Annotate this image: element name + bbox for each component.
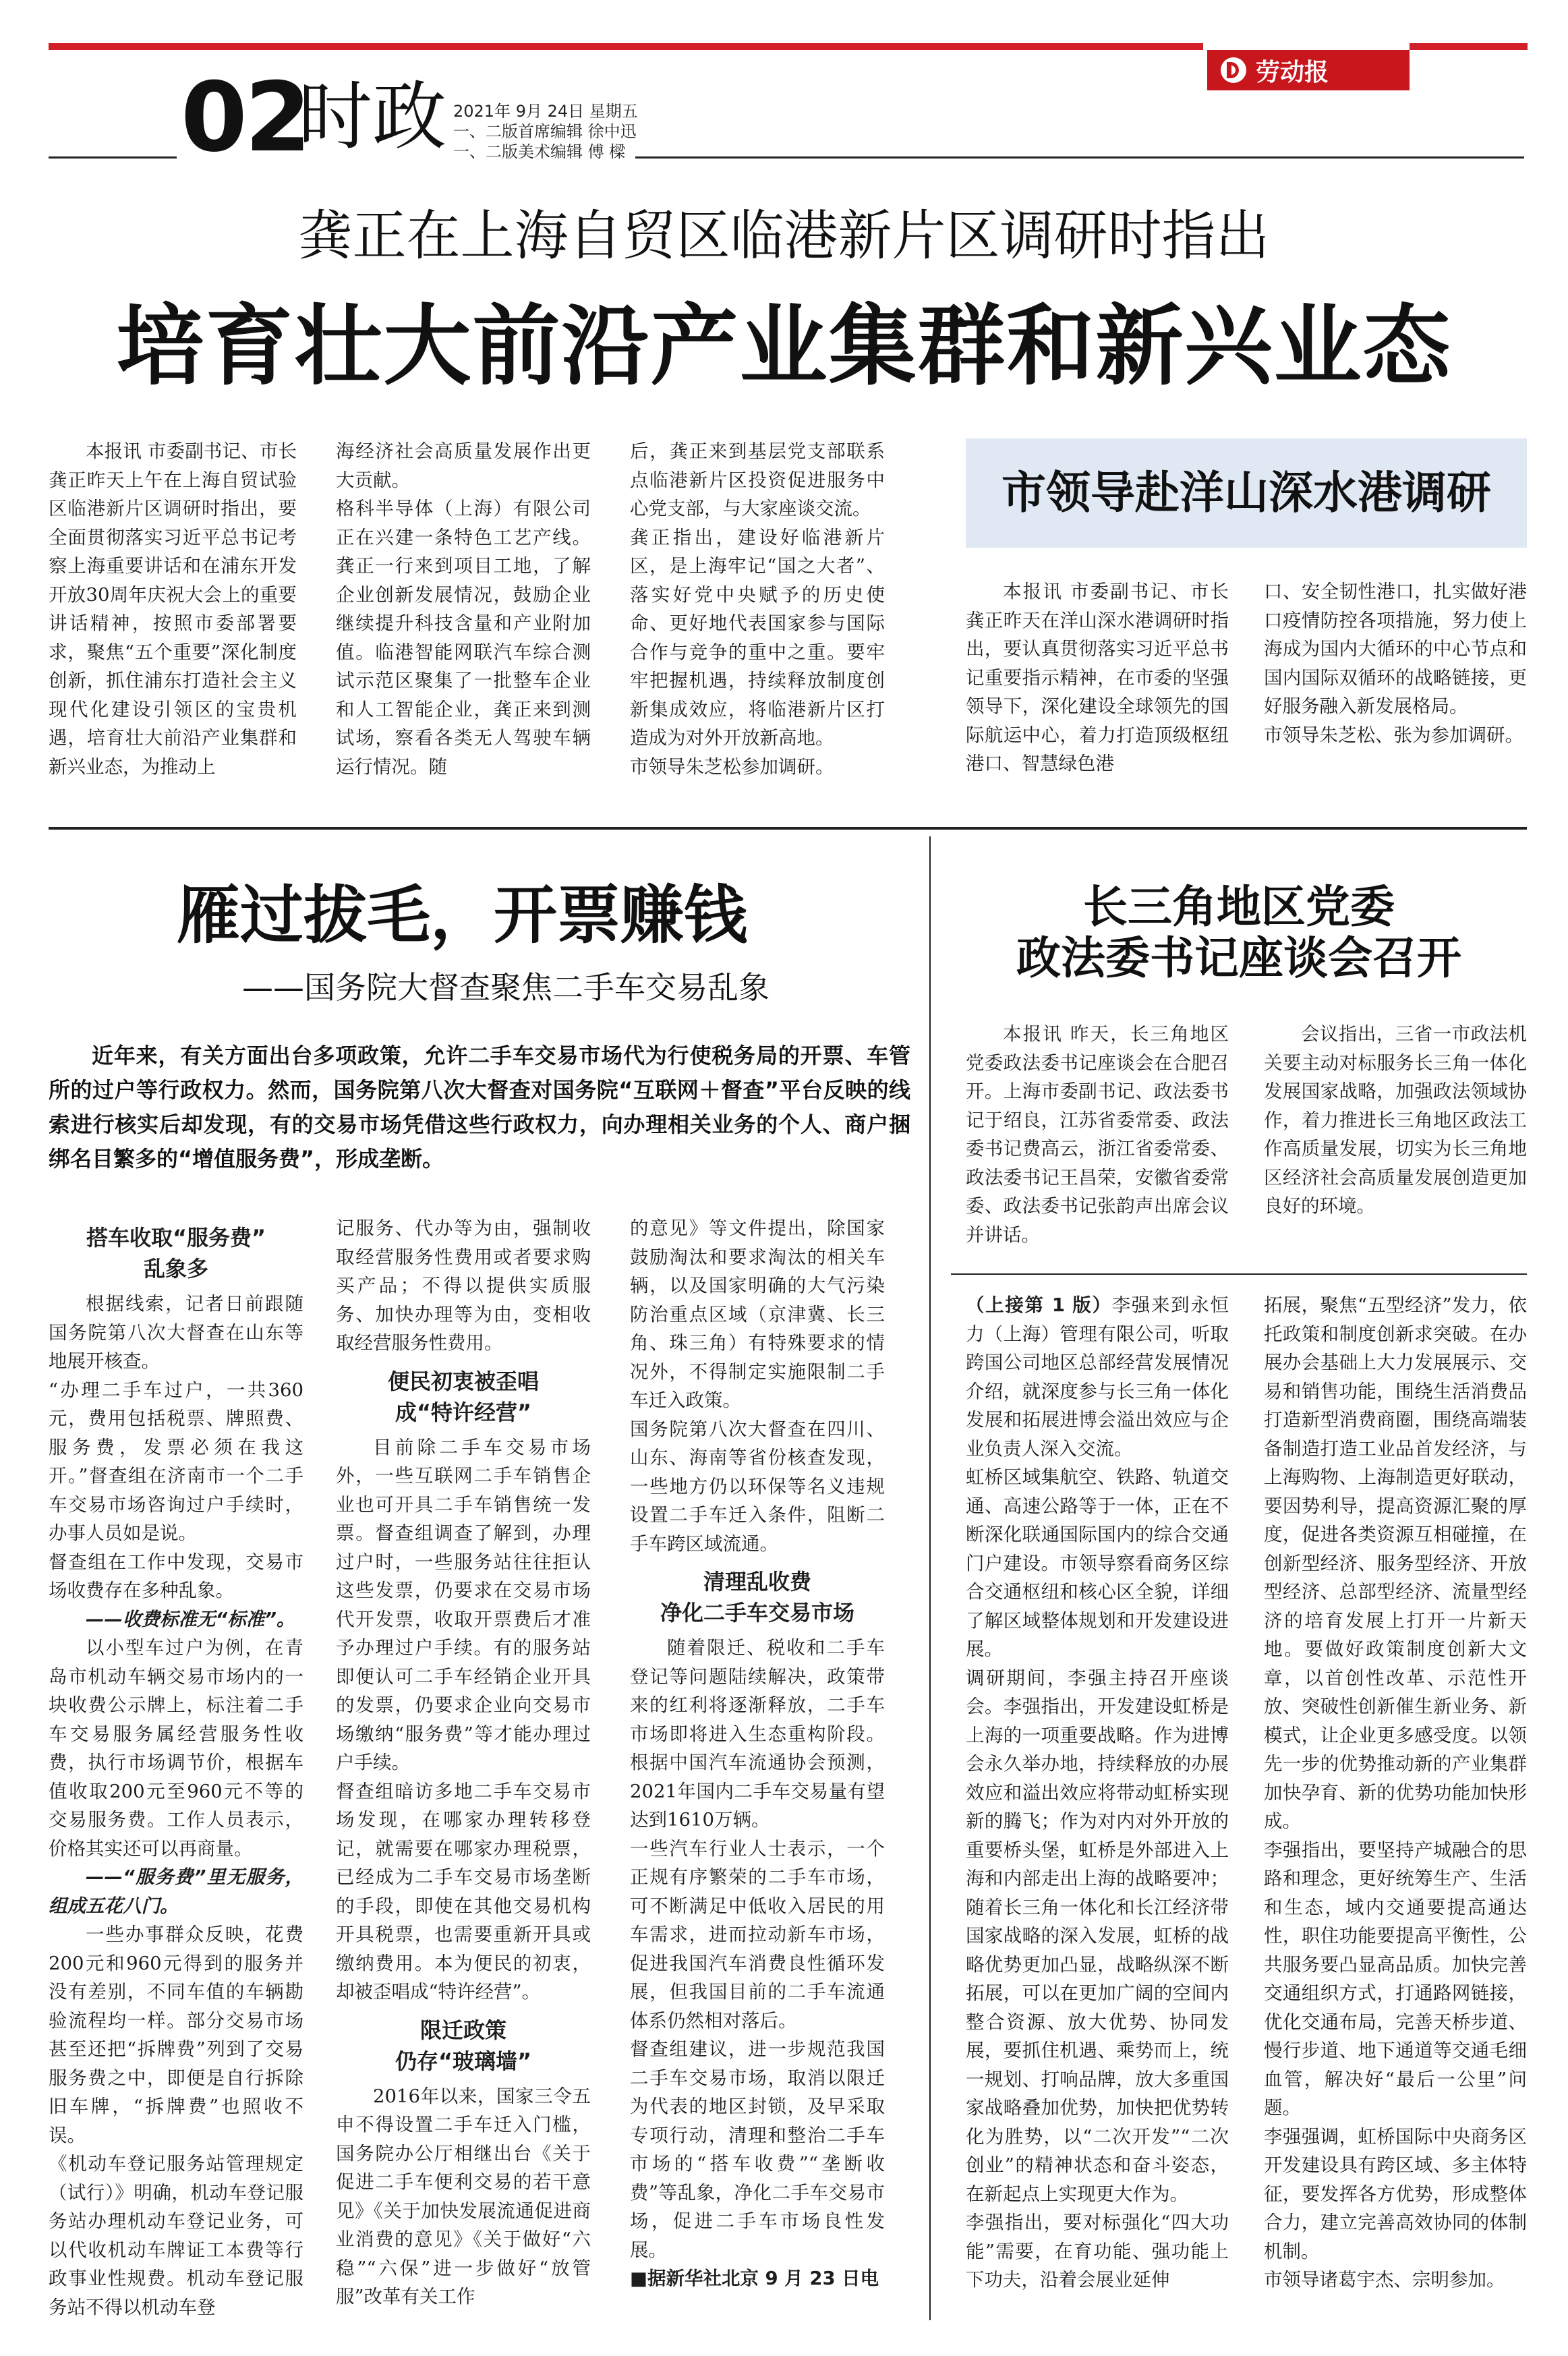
continued-col-1 [966, 1291, 1229, 2295]
used-car-col-3 [630, 1214, 885, 2293]
delta-col-2 [1264, 1020, 1527, 1221]
subhead-4: 清理乱收费 净化二手车交易市场 [660, 1569, 854, 1626]
continued-col-1-text [966, 1291, 1229, 2295]
continued-tag: （上接第 1 版） [966, 1294, 1112, 1316]
tag-1: ——收费标准无“标准”。 [86, 1608, 295, 1630]
top-red-rule-right [1410, 43, 1528, 50]
art-editor-line: 一、二版美术编辑 傅 樑 [453, 142, 626, 161]
vertical-divider [929, 836, 931, 2320]
lead-col-3 [630, 437, 885, 781]
mid-divider [49, 827, 1527, 830]
tag-2: ——“服务费”里无服务，组成五花八门。 [49, 1866, 303, 1917]
lead-col-1-text: 本报讯 市委副书记、市长龚正昨天上午在上海自贸试验区临港新片区调研时指出，要全面贯彻落实习近平总书记考察上海重要讲话和在浦东开发开放30周年庆祝大会上的重要讲话精神，按照市委部署要求，聚焦“五个重要”深化制度创新，抓住浦东打造社会主义现代化建设引领区的宝贵机遇，培育壮大前沿产业集群和新兴业态，为推动上 [49, 440, 297, 778]
used-car-col-1-b: 以小型车过户为例，在青岛市机动车辆交易市场内的一块收费公示牌上，标注着二手车交易服务属经营服务性收费，执行市场调节价，根据车值收取200元至960元不等的交易服务费。工作人员表示，价格其实还可以再商量。 [49, 1637, 303, 1860]
header-left-rule [49, 156, 177, 159]
used-car-subheadline: ——国务院大督查聚焦二手车交易乱象 [242, 969, 770, 1006]
delta-divider [951, 1273, 1527, 1275]
newspaper-name: 劳动报 [1256, 57, 1329, 86]
used-car-col-1 [49, 1214, 303, 2322]
yangshan-title: 市领导赴洋山深水港调研 [1001, 466, 1491, 519]
used-car-col-1-c: 一些办事群众反映，花费200元和960元得到的服务并没有差别，不同车值的车辆勘验流程均一样。部分交易市场甚至还把“拆牌费”列到了交易服务费之中，即便是自行拆除旧车牌，“拆牌费”也照收不误。 《机动车登记服务站管理规定（试行）》明确，机动车登记服务站办理机动车登记业务，可以代收机动车牌证工本费等行政事业性规费。机动车登记服务站不得以机动车登 [49, 1924, 303, 2318]
top-red-rule [49, 43, 1203, 50]
delta-col-2-text: 会议指出，三省一市政法机关要主动对标服务长三角一体化发展国家战略，加强政法领域协作，着力推进长三角地区政法工作高质量发展，切实为长三角地区经济社会高质量发展创造更加良好的环境。 [1264, 1023, 1527, 1217]
used-car-headline: 雁过拔毛，开票赚钱 [176, 878, 747, 952]
used-car-col-3-b: 随着限迁、税收和二手车登记等问题陆续解决，政策带来的红利将逐渐释放，二手车市场即将进入生态重构阶段。根据中国汽车流通协会预测，2021年国内二手车交易量有望达到1610万辆。 一些汽车行业人士表示，一个正规有序繁荣的二手车市场，可不断满足中低收入居民的用车需求，进而拉动新车市场，促进我国汽车消费良性循环发展，但我国目前的二手车流通体系仍然相对落后。 督查组建议，进一步规范我国二手车交易市场，取消以限迁为代表的地区封锁，及早采取专项行动，清理和整治二手车市场的“搭车收费”“垄断收费”等乱象，净化二手车交易市场，促进二手车市场良性发展。 [630, 1637, 885, 2261]
lead-kicker: 龚正在上海自贸区临港新片区调研时指出 [298, 204, 1270, 267]
used-car-col-1-a: 根据线索，记者日前跟随国务院第八次大督查在山东等地展开核查。 “办理二手车过户，一共360元，费用包括税票、牌照费、服务费，发票必须在我这开。”督查组在济南市一个二手车交易市场咨询过户手续时，办事人员如是说。 督查组在工作中发现，交易市场收费存在多种乱象。 [49, 1293, 303, 1601]
delta-title-1: 长三角地区党委 [1083, 880, 1395, 933]
yangshan-col-2 [1264, 577, 1527, 749]
used-car-col-2-b: 目前除二手车交易市场外，一些互联网二手车销售企业也可开具二手车销售统一发票。督查组调查了解到，办理过户时，一些服务站往往拒认这些发票，仍要求在交易市场代开发票，收取开票费后才准予办理过户手续。有的服务站即便认可二手车经销企业开具的发票，仍要求企业向交易市场缴纳“服务费”等才能办理过户手续。 督查组暗访多地二手车交易市场发现，在哪家办理转移登记，就需要在哪家办理税票，已经成为二手车交易市场垄断的手段，即使在其他交易机构开具税票，也需要重新开具或缴纳费用。本为便民的初衷，却被歪唱成“特许经营”。 [336, 1436, 591, 2003]
newspaper-logo [1207, 50, 1410, 90]
continued-col-2-text: 拓展，聚焦“五型经济”发力，依托政策和制度创新求突破。在办展办会基础上大力发展展示、交易和销售功能，围绕生活消费品打造新型消费商圈，围绕高端装备制造打造工业品首发经济，与上海购物、上海制造更好联动，要因势利导，提高资源汇聚的厚度，促进各类资源互相碰撞，在创新型经济、服务型经济、开放型经济、总部型经济、流量型经济的培育发展上打开一片新天地。要做好政策制度创新大文章，以首创性改革、示范性开放、突破性创新催生新业务、新模式，让企业更多感受度。以领先一步的优势推动新的产业集群加快孕育、新的优势功能加快形成。 李强指出，要坚持产城融合的思路和理念，更好统筹生产、生活和生态，域内交通要提高通达性，职住功能要提高平衡性，公共服务要凸显高品质。加快完善交通组织方式，打通路网链接，优化交通布局，完善天桥步道、慢行步道、地下通道等交通毛细血管，解决好“最后一公里”问题。 李强强调，虹桥国际中央商务区开发建设具有跨区域、多主体特征，要发挥各方优势，形成整体合力，建立完善高效协同的体制机制。 市领导诸葛宇杰、宗明参加。 [1264, 1294, 1527, 2291]
continued-col-2 [1264, 1291, 1527, 2295]
used-car-col-3-a: 的意见》等文件提出，除国家鼓励淘汰和要求淘汰的相关车辆，以及国家明确的大气污染防治重点区域（京津冀、长三角、珠三角）有特殊要求的情况外，不得制定实施限制二手车迁入政策。 国务院第八次大督查在四川、山东、海南等省份核查发现，一些地方仍以环保等名义违规设置二手车迁入条件，阻断二手车跨区域流通。 [630, 1217, 885, 1555]
subhead-1: 搭车收取“服务费” 乱象多 [86, 1225, 266, 1282]
used-car-col-2 [336, 1214, 591, 2311]
issue-date: 2021年 9月 24日 星期五 [453, 102, 638, 121]
yangshan-col-1-text: 本报讯 市委副书记、市长龚正昨天在洋山深水港调研时指出，要认真贯彻落实习近平总书记重要指示精神，在市委的坚强领导下，深化建设全球领先的国际航运中心，着力打造顶级枢纽港口、智慧绿色港 [966, 581, 1229, 774]
section-number: 02 [181, 62, 309, 173]
header-info [453, 101, 638, 162]
lead-col-2-text: 海经济社会高质量发展作出更大贡献。 格科半导体（上海）有限公司正在兴建一条特色工艺产线。龚正一行来到项目工地，了解企业创新发展情况，鼓励企业继续提升科技含量和产业附加值。临港智能网联汽车综合测试示范区聚集了一批整车企业和人工智能企业，龚正来到测试场，察看各类无人驾驶车辆运行情况。随 [336, 440, 591, 778]
lead-headline: 培育壮大前沿产业集群和新兴业态 [116, 294, 1452, 397]
subhead-3: 限迁政策 仍存“玻璃墙” [395, 2017, 532, 2074]
used-car-sign-off: ■据新华社北京 9 月 23 日电 [630, 2268, 879, 2289]
used-car-col-2-a: 记服务、代办等为由，强制收取经营服务性费用或者要求购买产品；不得以提供实质服务、加快办理等为由，变相收取经营服务性费用。 [336, 1217, 591, 1354]
section-name: 时政 [298, 74, 446, 160]
continued-col-1-body: 李强来到永恒力（上海）管理有限公司，听取跨国公司地区总部经营发展情况介绍，就深度参与长三角一体化发展和拓展进博会溢出效应与企业负责人深入交流。 虹桥区域集航空、铁路、轨道交通、高速公路等于一体，正在不断深化联通国际国内的综合交通门户建设。市领导察看商务区综合交通枢纽和核心区全貌，详细了解区域整体规划和开发建设进展。 调研期间，李强主持召开座谈会。李强指出，开发建设虹桥是上海的一项重要战略。作为进博会永久举办地，持续释放的办展效应和溢出效应将带动虹桥实现新的腾飞；作为对内对外开放的重要桥头堡，虹桥是外部进入上海和内部走出上海的战略要冲；随着长三角一体化和长江经济带国家战略的深入发展，虹桥的战略优势更加凸显，战略纵深不断拓展，可以在更加广阔的空间内整合资源、放大优势、协同发展，要抓住机遇、乘势而上，统一规划、打响品牌，放大多重国家战略叠加优势，加快把优势转化为胜势，以“二次开发”“二次创业”的精神状态和奋斗姿态，在新起点上实现更大作为。 李强指出，要对标强化“四大功能”需要，在育功能、强功能上下功夫，沿着会展业延伸 [966, 1294, 1229, 2291]
lead-col-1 [49, 437, 297, 781]
delta-col-1 [966, 1020, 1229, 1249]
lead-col-2 [336, 437, 591, 781]
yangshan-col-2-text: 口、安全韧性港口，扎实做好港口疫情防控各项措施，努力使上海成为国内大循环的中心节点和国内国际双循环的战略链接，更好服务融入新发展格局。 市领导朱芝松、张为参加调研。 [1264, 581, 1527, 746]
subhead-2: 便民初衷被歪唱 成“特许经营” [387, 1368, 539, 1425]
editor-line: 一、二版首席编辑 徐中迅 [453, 122, 637, 141]
used-car-lede-text: 近年来，有关方面出台多项政策，允许二手车交易市场代为行使税务局的开票、车管所的过户等行政权力。然而，国务院第八次大督查对国务院“互联网＋督查”平台反映的线索进行核实后却发现，有的交易市场凭借这些行政权力，向办理相关业务的个人、商户捆绑名目繁多的“增值服务费”，形成垄断。 [49, 1043, 910, 1172]
delta-col-1-text: 本报讯 昨天，长三角地区党委政法委书记座谈会在合肥召开。上海市委副书记、政法委书记于绍良，江苏省委常委、政法委书记费高云，浙江省委常委、政法委书记王昌荣，安徽省委常委、政法委书记张韵声出席会议并讲话。 [966, 1023, 1229, 1246]
logo-icon [1221, 57, 1246, 83]
lead-col-3-text: 后，龚正来到基层党支部联系点临港新片区投资促进服务中心党支部，与大家座谈交流。 龚正指出，建设好临港新片区，是上海牢记“国之大者”、落实好党中央赋予的历史使命、更好地代表国家参与国际合作与竞争的重中之重。要牢牢把握机遇，持续释放制度创新集成效应，将临港新片区打造成为对外开放新高地。 市领导朱芝松参加调研。 [630, 440, 885, 778]
used-car-lede [49, 1039, 910, 1176]
header-right-rule [635, 156, 1524, 159]
delta-title-2: 政法委书记座谈会召开 [1016, 931, 1461, 984]
yangshan-col-1 [966, 577, 1229, 778]
used-car-col-2-c: 2016年以来，国家三令五申不得设置二手车迁入门槛，国务院办公厅相继出台《关于促进二手车便利交易的若干意见》《关于加快发展流通促进商业消费的意见》《关于做好“六稳”“六保”进一步做好“放管服”改革有关工作 [336, 2085, 591, 2307]
